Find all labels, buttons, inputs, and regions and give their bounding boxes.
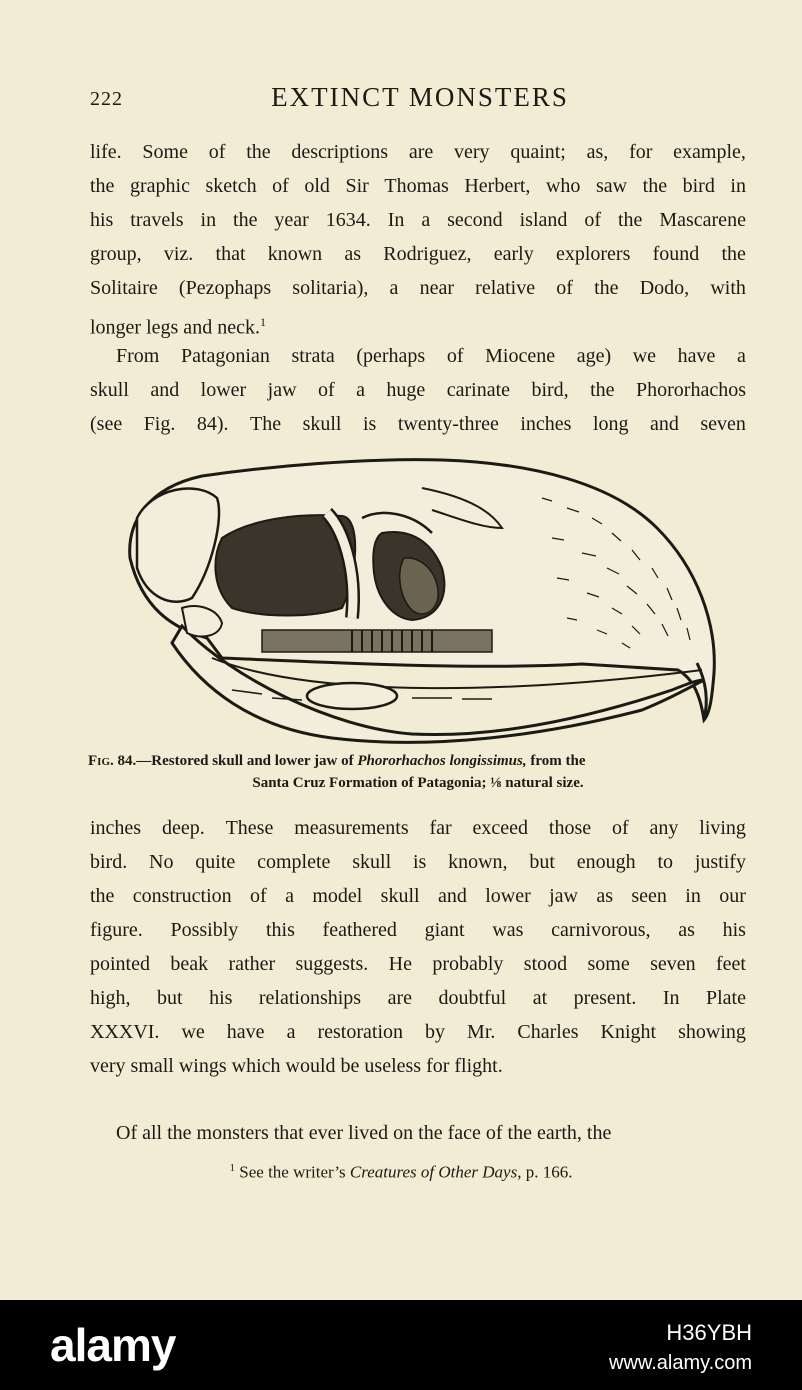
word: suggests. xyxy=(295,953,369,975)
word: carinate xyxy=(446,379,511,401)
word: travels xyxy=(130,209,184,231)
word: as xyxy=(344,243,362,265)
word: group, xyxy=(90,243,142,265)
skull-illustration xyxy=(112,458,722,748)
text-line xyxy=(90,273,746,303)
word: as xyxy=(596,885,614,907)
footnote-book-title: Creatures of Other Days, xyxy=(349,1162,522,1182)
word: this xyxy=(265,919,295,941)
word: in xyxy=(200,209,217,231)
word: age) xyxy=(576,345,612,367)
word: his xyxy=(209,987,233,1009)
site-url: www.alamy.com xyxy=(609,1352,752,1374)
word: the xyxy=(721,243,746,265)
word: very xyxy=(454,141,490,163)
word: high, xyxy=(90,987,131,1009)
text-line xyxy=(90,171,746,201)
word: Phororhachos xyxy=(636,379,746,401)
word: seven xyxy=(650,953,696,975)
word: known xyxy=(267,243,323,265)
word: complete xyxy=(257,851,331,873)
text-line xyxy=(90,949,746,979)
word: skull xyxy=(380,885,420,907)
footnote xyxy=(0,1162,802,1183)
word: (perhaps xyxy=(356,345,426,367)
word: as xyxy=(678,919,695,941)
word: jaw xyxy=(549,885,578,907)
text-line xyxy=(90,881,746,911)
caption-scale: natural size. xyxy=(505,775,584,791)
word: near xyxy=(419,277,454,299)
word: and xyxy=(437,885,467,907)
word: showing xyxy=(678,1021,746,1043)
word: relative xyxy=(475,277,536,299)
word: in xyxy=(685,885,701,907)
word: life. xyxy=(90,141,122,163)
word: to xyxy=(657,851,674,873)
footnote-reference: 1 xyxy=(259,315,266,329)
word: a xyxy=(285,885,294,907)
word: island xyxy=(519,209,568,231)
word: saw xyxy=(595,175,628,197)
word: of xyxy=(446,345,464,367)
word: (see xyxy=(90,413,123,435)
word: inches xyxy=(90,817,142,839)
word: From xyxy=(116,345,160,367)
text-line xyxy=(90,915,746,945)
word: beak xyxy=(170,953,209,975)
word: some xyxy=(587,953,630,975)
text-line xyxy=(90,1017,746,1047)
figure-caption-line-1 xyxy=(88,750,748,772)
word: measurements xyxy=(294,817,409,839)
word: of xyxy=(272,175,289,197)
word: was xyxy=(492,919,524,941)
word: 1634. xyxy=(325,209,371,231)
word: a xyxy=(356,379,365,401)
text-line xyxy=(90,813,746,843)
word: we xyxy=(632,345,657,367)
word: of xyxy=(556,277,573,299)
word: present. xyxy=(573,987,637,1009)
word: of xyxy=(250,885,267,907)
word: seen xyxy=(631,885,667,907)
paragraph-end-text: longer legs and neck. xyxy=(90,316,260,339)
caption-text: —Restored skull and lower jaw of xyxy=(136,753,358,769)
word: are xyxy=(387,987,412,1009)
word: that xyxy=(215,243,246,265)
word: model xyxy=(312,885,363,907)
word: and xyxy=(650,413,679,435)
word: far xyxy=(429,817,452,839)
caption-lead xyxy=(88,750,585,772)
running-title: EXTINCT MONSTERS xyxy=(271,82,569,112)
text-line: Of all the monsters that ever lived on the face of the earth, the xyxy=(116,1122,612,1144)
word: early xyxy=(493,243,534,265)
word: pointed xyxy=(90,953,150,975)
word: Possibly xyxy=(170,919,239,941)
word: Mascarene xyxy=(659,209,746,231)
word: the xyxy=(590,379,615,401)
word: jaw xyxy=(267,379,297,401)
text-line-last xyxy=(90,1051,746,1081)
word: graphic xyxy=(129,175,190,197)
text-line xyxy=(90,341,746,371)
page-header xyxy=(90,82,750,122)
word: a xyxy=(421,209,431,231)
word: deep. xyxy=(161,817,205,839)
word: example, xyxy=(673,141,746,163)
word: but xyxy=(529,851,555,873)
word: Thomas xyxy=(384,175,449,197)
word: any xyxy=(649,817,679,839)
footnote-marker: 1 xyxy=(229,1162,236,1174)
word: with xyxy=(710,277,746,299)
word: quaint; xyxy=(510,141,566,163)
word: viz. xyxy=(163,243,194,265)
word: probably xyxy=(432,953,504,975)
word: the xyxy=(90,175,115,197)
word: skull xyxy=(352,851,392,873)
word: who xyxy=(545,175,581,197)
word: carnivorous, xyxy=(551,919,651,941)
page-number: 222 xyxy=(90,88,123,110)
word: Mr. xyxy=(467,1021,496,1043)
word: No xyxy=(149,851,174,873)
word: These xyxy=(225,817,274,839)
caption-locality: Santa Cruz Formation of Patagonia; xyxy=(252,775,487,791)
word: seven xyxy=(700,413,746,435)
word: a xyxy=(737,345,746,367)
word: twenty-three xyxy=(397,413,499,435)
word: a xyxy=(286,1021,296,1043)
word: strata xyxy=(291,345,335,367)
word: old xyxy=(304,175,330,197)
word: found xyxy=(652,243,700,265)
word: Solitaire xyxy=(90,277,158,299)
figure-caption-line-2 xyxy=(88,772,748,794)
word: for xyxy=(629,141,653,163)
alamy-logo: alamy xyxy=(50,1319,176,1371)
word: at xyxy=(532,987,548,1009)
word: the xyxy=(246,141,271,163)
text-line xyxy=(90,375,746,405)
word: his xyxy=(722,919,746,941)
word: as, xyxy=(586,141,609,163)
word: are xyxy=(408,141,434,163)
word: (Pezophaps xyxy=(178,277,272,299)
word: exceed xyxy=(472,817,529,839)
word: by xyxy=(425,1021,446,1043)
word: explorers xyxy=(555,243,631,265)
word: 84). xyxy=(196,413,229,435)
paragraph-end-text: very small wings which would be useless for flight. xyxy=(90,1055,503,1077)
word: Plate xyxy=(705,987,746,1009)
word: quite xyxy=(195,851,236,873)
word: stood xyxy=(523,953,568,975)
palate-hatching xyxy=(262,630,492,652)
image-id: H36YBH xyxy=(666,1320,752,1345)
word: second xyxy=(447,209,503,231)
word: lower xyxy=(200,379,247,401)
text-line xyxy=(90,847,746,877)
word: huge xyxy=(386,379,426,401)
word: year xyxy=(274,209,309,231)
word: construction xyxy=(132,885,232,907)
word: bird. xyxy=(90,851,128,873)
word: his xyxy=(90,209,114,231)
word: bird, xyxy=(531,379,569,401)
watermark-footer xyxy=(0,1300,802,1390)
word: known, xyxy=(448,851,508,873)
text-line xyxy=(90,205,746,235)
text-line xyxy=(90,137,746,167)
word: of xyxy=(611,817,629,839)
word: of xyxy=(584,209,602,231)
word: we xyxy=(181,1021,205,1043)
word: the xyxy=(642,175,668,197)
word: Rodriguez, xyxy=(383,243,472,265)
word: restoration xyxy=(317,1021,404,1043)
text-line-last xyxy=(90,307,746,337)
word: is xyxy=(362,413,377,435)
word: justify xyxy=(694,851,746,873)
word: the xyxy=(617,209,643,231)
word: Fig. xyxy=(143,413,176,435)
word: the xyxy=(233,209,258,231)
word: The xyxy=(250,413,282,435)
text-line xyxy=(90,983,746,1013)
word: have xyxy=(677,345,716,367)
text-line xyxy=(90,239,746,269)
word: Knight xyxy=(600,1021,657,1043)
word: Herbert, xyxy=(464,175,531,197)
word: the xyxy=(594,277,619,299)
word: lower xyxy=(485,885,531,907)
footnote-text: See the writer’s xyxy=(235,1162,350,1182)
word: inches xyxy=(520,413,572,435)
word: is xyxy=(412,851,427,873)
word: doubtful xyxy=(438,987,507,1009)
word: sketch xyxy=(205,175,257,197)
word: rather xyxy=(228,953,276,975)
word: feathered xyxy=(322,919,397,941)
word: skull xyxy=(90,379,129,401)
word: living xyxy=(699,817,746,839)
word: but xyxy=(157,987,183,1009)
word: Miocene xyxy=(485,345,556,367)
caption-text-end: from the xyxy=(526,753,586,769)
text-line xyxy=(90,409,746,439)
word: XXXVI. xyxy=(90,1021,160,1043)
word: Charles xyxy=(517,1021,579,1043)
word: of xyxy=(208,141,226,163)
word: those xyxy=(548,817,592,839)
word: enough xyxy=(576,851,636,873)
figure-label: Fig. 84. xyxy=(88,753,137,769)
species-name: Phororhachos longissimus, xyxy=(357,753,527,769)
word: Patagonian xyxy=(180,345,270,367)
word: long xyxy=(592,413,629,435)
word: descriptions xyxy=(291,141,389,163)
word: giant xyxy=(424,919,465,941)
word: in xyxy=(730,175,746,197)
word: feet xyxy=(715,953,746,975)
word: the xyxy=(90,885,115,907)
word: In xyxy=(662,987,680,1009)
word: skull xyxy=(302,413,342,435)
word: Some xyxy=(142,141,188,163)
word: of xyxy=(317,379,335,401)
word: relationships xyxy=(258,987,362,1009)
word: a xyxy=(389,277,399,299)
word: and xyxy=(150,379,180,401)
word: figure. xyxy=(90,919,143,941)
scale-fraction: ⅛ xyxy=(490,775,502,791)
word: solitaria), xyxy=(292,277,369,299)
word: Sir xyxy=(345,175,369,197)
jaw-fenestra xyxy=(307,683,397,709)
word: bird xyxy=(682,175,715,197)
word: He xyxy=(388,953,412,975)
footnote-page: p. 166. xyxy=(521,1162,573,1182)
word: Dodo, xyxy=(639,277,690,299)
word: our xyxy=(719,885,746,907)
word: In xyxy=(387,209,405,231)
word: have xyxy=(226,1021,265,1043)
